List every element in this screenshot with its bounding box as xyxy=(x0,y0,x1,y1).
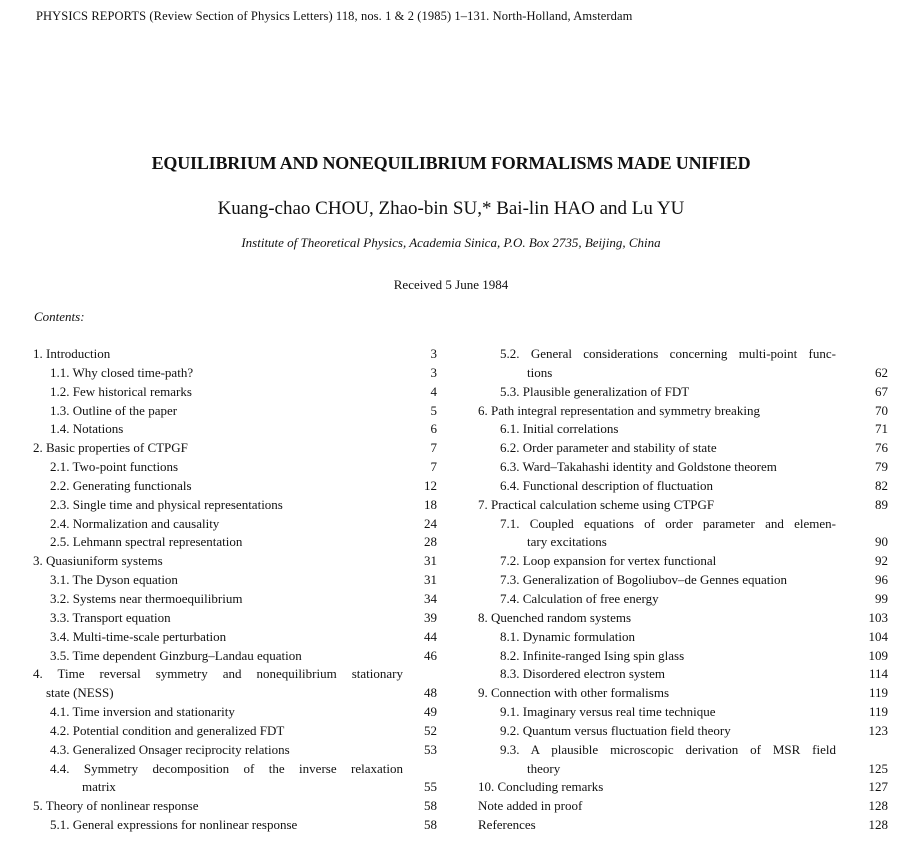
toc-entry-title: 1.4. Notations xyxy=(50,421,124,437)
toc-entry-page: 55 xyxy=(424,779,437,795)
toc-entry-title: 5. Theory of nonlinear response xyxy=(33,798,199,814)
toc-entry-title: state (NESS) xyxy=(46,685,114,701)
toc-entry-title: 9.1. Imaginary versus real time technique xyxy=(500,704,716,720)
toc-entry-page: 89 xyxy=(875,496,888,512)
toc-entry xyxy=(33,797,437,816)
toc-entry xyxy=(478,515,888,534)
toc-entry xyxy=(478,345,888,364)
toc-entry-title: 4.4. Symmetry decomposition of the inverse relaxation xyxy=(50,760,403,776)
toc-entry-title: tary excitations xyxy=(527,534,607,550)
toc-entry xyxy=(478,402,888,421)
toc-entry-page: 82 xyxy=(875,477,888,493)
toc-entry xyxy=(478,760,888,779)
toc-entry-title: 3.3. Transport equation xyxy=(50,609,171,625)
toc-entry xyxy=(33,477,437,496)
toc-entry-page: 44 xyxy=(424,628,437,644)
toc-entry-title: 4.3. Generalized Onsager reciprocity relations xyxy=(50,741,290,757)
toc-entry-page: 92 xyxy=(875,553,888,569)
toc-entry xyxy=(478,533,888,552)
toc-entry xyxy=(478,741,888,760)
toc-entry-title: 6.3. Ward–Takahashi identity and Goldstone theorem xyxy=(500,459,777,475)
toc-entry xyxy=(478,647,888,666)
toc-entry xyxy=(33,628,437,647)
toc-entry xyxy=(478,420,888,439)
toc-entry-page: 71 xyxy=(875,421,888,437)
toc-entry-title: 5.3. Plausible generalization of FDT xyxy=(500,383,690,399)
toc-entry-page: 6 xyxy=(430,421,437,437)
toc-right-column xyxy=(478,345,888,835)
toc-entry-title: 8.1. Dynamic formulation xyxy=(500,628,636,644)
toc-entry-page: 31 xyxy=(424,553,437,569)
toc-entry-title: 5.1. General expressions for nonlinear response xyxy=(50,817,298,833)
toc-entry-title: 2. Basic properties of CTPGF xyxy=(33,440,188,456)
toc-entry-page: 128 xyxy=(868,817,888,833)
toc-entry-page: 58 xyxy=(424,798,437,814)
toc-entry-title: 4. Time reversal symmetry and nonequilibrium stationary xyxy=(33,666,403,682)
toc-entry xyxy=(478,684,888,703)
toc-entry-title: 8.3. Disordered electron system xyxy=(500,666,665,682)
toc-entry-page: 119 xyxy=(868,704,888,720)
toc-entry xyxy=(33,816,437,835)
toc-entry xyxy=(478,458,888,477)
toc-entry-page: 99 xyxy=(875,590,888,606)
toc-entry-page: 31 xyxy=(424,572,437,588)
toc-entry-page: 53 xyxy=(424,741,437,757)
toc-entry-page: 62 xyxy=(875,364,888,380)
toc-entry-page: 28 xyxy=(424,534,437,550)
toc-entry-page: 5 xyxy=(430,402,437,418)
toc-entry-page: 76 xyxy=(875,440,888,456)
toc-entry xyxy=(33,778,437,797)
toc-entry xyxy=(478,722,888,741)
toc-entry xyxy=(33,647,437,666)
toc-entry-page: 12 xyxy=(424,477,437,493)
toc-entry-title: 3.2. Systems near thermoequilibrium xyxy=(50,590,243,606)
toc-entry-page: 58 xyxy=(424,817,437,833)
toc-entry xyxy=(33,458,437,477)
article-institute: Institute of Theoretical Physics, Academia Sinica, P.O. Box 2735, Beijing, China xyxy=(241,235,661,250)
toc-entry-title: 3.5. Time dependent Ginzburg–Landau equation xyxy=(50,647,302,663)
toc-entry xyxy=(33,420,437,439)
toc-entry xyxy=(33,609,437,628)
toc-entry-page: 3 xyxy=(430,364,437,380)
toc-entry xyxy=(33,684,437,703)
toc-entry xyxy=(478,571,888,590)
toc-entry-title: 3.4. Multi-time-scale perturbation xyxy=(50,628,227,644)
toc-entry-title: 2.5. Lehmann spectral representation xyxy=(50,534,243,550)
toc-entry xyxy=(33,439,437,458)
toc-left-column xyxy=(33,345,437,835)
toc-entry-page: 125 xyxy=(868,760,888,776)
toc-entry-title: References xyxy=(478,817,536,833)
journal-header: PHYSICS REPORTS (Review Section of Physics Letters) 118, nos. 1 & 2 (1985) 1–131. North-Holland, Amsterdam xyxy=(36,9,633,23)
toc-entry-title: 2.2. Generating functionals xyxy=(50,477,192,493)
toc-entry xyxy=(33,515,437,534)
toc-entry-page: 70 xyxy=(875,402,888,418)
toc-entry xyxy=(33,402,437,421)
toc-entry xyxy=(33,496,437,515)
toc-entry xyxy=(478,609,888,628)
toc-entry-title: 6. Path integral representation and symmetry breaking xyxy=(478,402,760,418)
toc-entry-page: 7 xyxy=(430,459,437,475)
toc-entry-title: 10. Concluding remarks xyxy=(478,779,604,795)
toc-entry-title: 2.3. Single time and physical representations xyxy=(50,496,283,512)
toc-entry-page: 96 xyxy=(875,572,888,588)
toc-entry-title: 7.3. Generalization of Bogoliubov–de Gennes equation xyxy=(500,572,788,588)
toc-entry xyxy=(478,816,888,835)
contents-label: Contents: xyxy=(34,309,85,324)
toc-entry-title: 2.4. Normalization and causality xyxy=(50,515,220,531)
toc-entry-page: 3 xyxy=(430,346,437,361)
toc-entry-page: 39 xyxy=(424,609,437,625)
toc-entry-title: 1.3. Outline of the paper xyxy=(50,402,178,418)
toc-entry-page: 128 xyxy=(868,798,888,814)
toc-entry-title: 6.4. Functional description of fluctuation xyxy=(500,477,714,493)
toc-entry-page: 114 xyxy=(868,666,888,682)
toc-entry-page: 109 xyxy=(868,647,888,663)
toc-entry-title: 7. Practical calculation scheme using CTPGF xyxy=(478,496,715,512)
toc-entry xyxy=(33,571,437,590)
toc-entry-title: matrix xyxy=(82,779,116,795)
toc-entry-title: 7.4. Calculation of free energy xyxy=(500,590,659,606)
toc-entry xyxy=(478,477,888,496)
toc-entry-page: 67 xyxy=(875,383,888,399)
toc-entry-title: 5.2. General considerations concerning multi-point func- xyxy=(500,346,836,361)
toc-entry xyxy=(33,364,437,383)
toc-entry xyxy=(33,722,437,741)
toc-entry-title: 3.1. The Dyson equation xyxy=(50,572,178,588)
toc-entry xyxy=(478,439,888,458)
toc-entry-title: 1.1. Why closed time-path? xyxy=(50,364,194,380)
toc-entry-title: 9. Connection with other formalisms xyxy=(478,685,670,701)
toc-entry xyxy=(478,665,888,684)
toc-entry-page: 119 xyxy=(868,685,888,701)
toc-entry-page: 52 xyxy=(424,722,437,738)
toc-entry-page: 7 xyxy=(430,440,437,456)
received-date: Received 5 June 1984 xyxy=(393,277,509,292)
toc-entry xyxy=(33,383,437,402)
toc-entry-page: 127 xyxy=(868,779,888,795)
toc-entry xyxy=(478,778,888,797)
toc-entry-title: tions xyxy=(527,364,553,380)
toc-entry xyxy=(478,383,888,402)
toc-entry xyxy=(33,533,437,552)
toc-entry-title: 6.1. Initial correlations xyxy=(500,421,619,437)
toc-entry xyxy=(33,552,437,571)
toc-entry xyxy=(33,741,437,760)
toc-entry-page: 34 xyxy=(424,590,437,606)
toc-entry-title: 9.3. A plausible microscopic derivation of MSR field xyxy=(500,741,836,757)
toc-entry-title: 1.2. Few historical remarks xyxy=(50,383,192,399)
toc-entry-page: 49 xyxy=(424,704,437,720)
toc-entry-title: 4.2. Potential condition and generalized FDT xyxy=(50,722,285,738)
toc-entry-title: 3. Quasiuniform systems xyxy=(33,553,163,569)
toc-entry-title: 2.1. Two-point functions xyxy=(50,459,179,475)
toc-entry xyxy=(33,665,437,684)
toc-entry-title: 1. Introduction xyxy=(33,346,111,361)
toc-entry-page: 103 xyxy=(868,609,888,625)
toc-entry-page: 24 xyxy=(424,515,437,531)
toc-entry-title: theory xyxy=(527,760,561,776)
toc-entry xyxy=(33,590,437,609)
toc-entry-page: 104 xyxy=(868,628,888,644)
toc-entry xyxy=(478,628,888,647)
toc-entry-title: Note added in proof xyxy=(478,798,583,814)
toc-entry xyxy=(478,797,888,816)
toc-entry-page: 18 xyxy=(424,496,437,512)
toc-entry-page: 46 xyxy=(424,647,437,663)
toc-entry-page: 90 xyxy=(875,534,888,550)
toc-entry xyxy=(33,760,437,779)
toc-entry xyxy=(478,496,888,515)
article-title: EQUILIBRIUM AND NONEQUILIBRIUM FORMALISMS MADE UNIFIED xyxy=(151,153,751,173)
toc-entry-page: 123 xyxy=(868,722,888,738)
toc-entry-title: 9.2. Quantum versus fluctuation field theory xyxy=(500,722,731,738)
toc-entry xyxy=(33,703,437,722)
toc-entry-page: 79 xyxy=(875,459,888,475)
toc-entry-page: 48 xyxy=(424,685,437,701)
toc-entry-title: 7.1. Coupled equations of order parameter and elemen- xyxy=(500,515,836,531)
toc-entry-title: 6.2. Order parameter and stability of state xyxy=(500,440,717,456)
toc-entry xyxy=(478,703,888,722)
toc-entry xyxy=(478,552,888,571)
article-authors: Kuang-chao CHOU, Zhao-bin SU,* Bai-lin HAO and Lu YU xyxy=(217,198,685,219)
toc-entry xyxy=(478,590,888,609)
toc-entry-title: 8.2. Infinite-ranged Ising spin glass xyxy=(500,647,685,663)
toc-entry-title: 4.1. Time inversion and stationarity xyxy=(50,704,235,720)
toc-entry xyxy=(478,364,888,383)
toc-entry-title: 7.2. Loop expansion for vertex functional xyxy=(500,553,717,569)
toc-entry xyxy=(33,345,437,364)
toc-entry-title: 8. Quenched random systems xyxy=(478,609,632,625)
toc-entry-page: 4 xyxy=(430,383,437,399)
